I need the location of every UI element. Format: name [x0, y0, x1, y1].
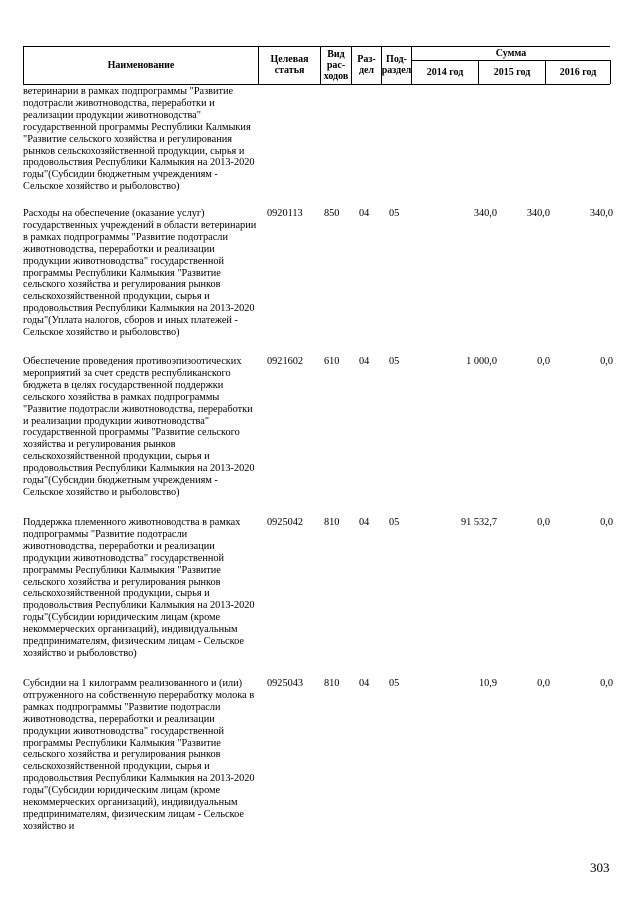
row-name: Обеспечение проведения противоэпизоотических мероприятий за счет средств республиканского бюджета в целях государственной поддержки сельского хозяйства в рамках подпрограммы "Развитие подотрасли животноводства, переработки и реализации продукции животноводства" государственной программы "Развитие сельского хозяйства и регулирования рынков сельскохозяйственной продукции, сырья и продовольствия Республики Калмыкия на 2013-2020 годы"(Субсидии бюджетным учреждениям - Сельское хозяйство и рыболовство): [23, 356, 255, 498]
header-2014: 2014 год: [426, 66, 464, 78]
row-target: 0921602: [267, 356, 304, 367]
row-sum-2015: 0,0: [537, 356, 550, 367]
row-sum-2014: 10,9: [478, 678, 497, 689]
header-target: Целевая статья: [258, 46, 320, 84]
row-sum-2016: 0,0: [600, 517, 613, 528]
row-sum-2015: 340,0: [526, 208, 550, 219]
row-podrazdel: 05: [389, 208, 400, 219]
row-razdel: 04: [359, 208, 370, 219]
header-podrazdel: Под-раздел: [381, 46, 411, 84]
row-vid: 810: [324, 517, 340, 528]
row-vid: 610: [324, 356, 340, 367]
row-sum-2015: 0,0: [537, 678, 550, 689]
row-razdel: 04: [359, 517, 370, 528]
row-podrazdel: 05: [389, 356, 400, 367]
row-target: 0925042: [267, 517, 304, 528]
row-vid: 850: [324, 208, 340, 219]
row-name: Поддержка племенного животноводства в рамках подпрограммы "Развитие подотрасли животноводства, переработки и реализации продукции животноводства" государственной программы Республики Калмыкия "Развитие сельского хозяйства и регулирования рынков сельскохозяйственной продукции, сырья и продовольствия Республики Калмыкия на 2013-2020 годы"(Субсидии юридическим лицам (кроме некоммерческих организаций), индивидуальным предпринимателям, физическим лицам - Сельское хозяйство и рыболовство): [23, 517, 255, 659]
header-summa-group: [411, 46, 610, 84]
row-sum-2016: 340,0: [589, 208, 613, 219]
row-podrazdel: 05: [389, 517, 400, 528]
header-vid: Вид рас-ходов: [320, 46, 351, 84]
header-2015: 2015 год: [478, 60, 545, 84]
row-name: ветеринарии в рамках подпрограммы "Развитие подотрасли животноводства, переработки и реализации продукции животноводства" государственной программы Республики Калмыкия "Развитие сельского хозяйства и регулирования рынков сельскохозяйственной продукции, сырья и продовольствия Республики Калмыкия на 2013-2020 годы"(Субсидии бюджетным учреждениям - Сельское хозяйство и рыболовство): [23, 86, 255, 193]
page-number: 303: [590, 860, 610, 875]
row-sum-2015: 0,0: [537, 517, 550, 528]
header-2016: 2016 год: [545, 60, 611, 84]
table-header: [23, 46, 610, 85]
row-podrazdel: 05: [389, 678, 400, 689]
row-sum-2014: 340,0: [473, 208, 497, 219]
row-vid: 810: [324, 678, 340, 689]
row-razdel: 04: [359, 356, 370, 367]
row-target: 0925043: [267, 678, 304, 689]
row-name: Расходы на обеспечение (оказание услуг) государственных учреждений в области ветеринарии в рамках подпрограммы "Развитие подотрасли животноводства, переработки и реализации продукции животноводства" государственной программы Республики Калмыкия "Развитие сельского хозяйства и регулирования рынков сельскохозяйственной продукции, сырья и продовольствия Республики Калмыкия на 2013-2020 годы"(Уплата налогов, сборов и иных платежей - Сельское хозяйство и рыболовство): [23, 208, 257, 339]
row-name: Субсидии на 1 килограмм реализованного и (или) отгруженного на собственную переработку молока в рамках подпрограммы "Развитие подотрасли животноводства, переработки и реализации продукции животноводства" государственной программы Республики Калмыкия "Развитие сельского хозяйства и регулирования рынков сельскохозяйственной продукции, сырья и продовольствия Республики Калмыкия на 2013-2020 годы"(Субсидии юридическим лицам (кроме некоммерческих организаций), индивидуальным предпринимателям, физическим лицам - Сельское хозяйство и: [23, 678, 255, 832]
header-razdel: Раз-дел: [351, 46, 381, 84]
row-sum-2014: 91 532,7: [460, 517, 497, 528]
row-sum-2016: 0,0: [600, 356, 613, 367]
header-summa: Сумма: [412, 46, 610, 61]
row-razdel: 04: [359, 678, 370, 689]
row-sum-2016: 0,0: [600, 678, 613, 689]
row-target: 0920113: [267, 208, 303, 219]
header-name: Наименование: [23, 46, 258, 84]
row-sum-2014: 1 000,0: [466, 356, 497, 367]
